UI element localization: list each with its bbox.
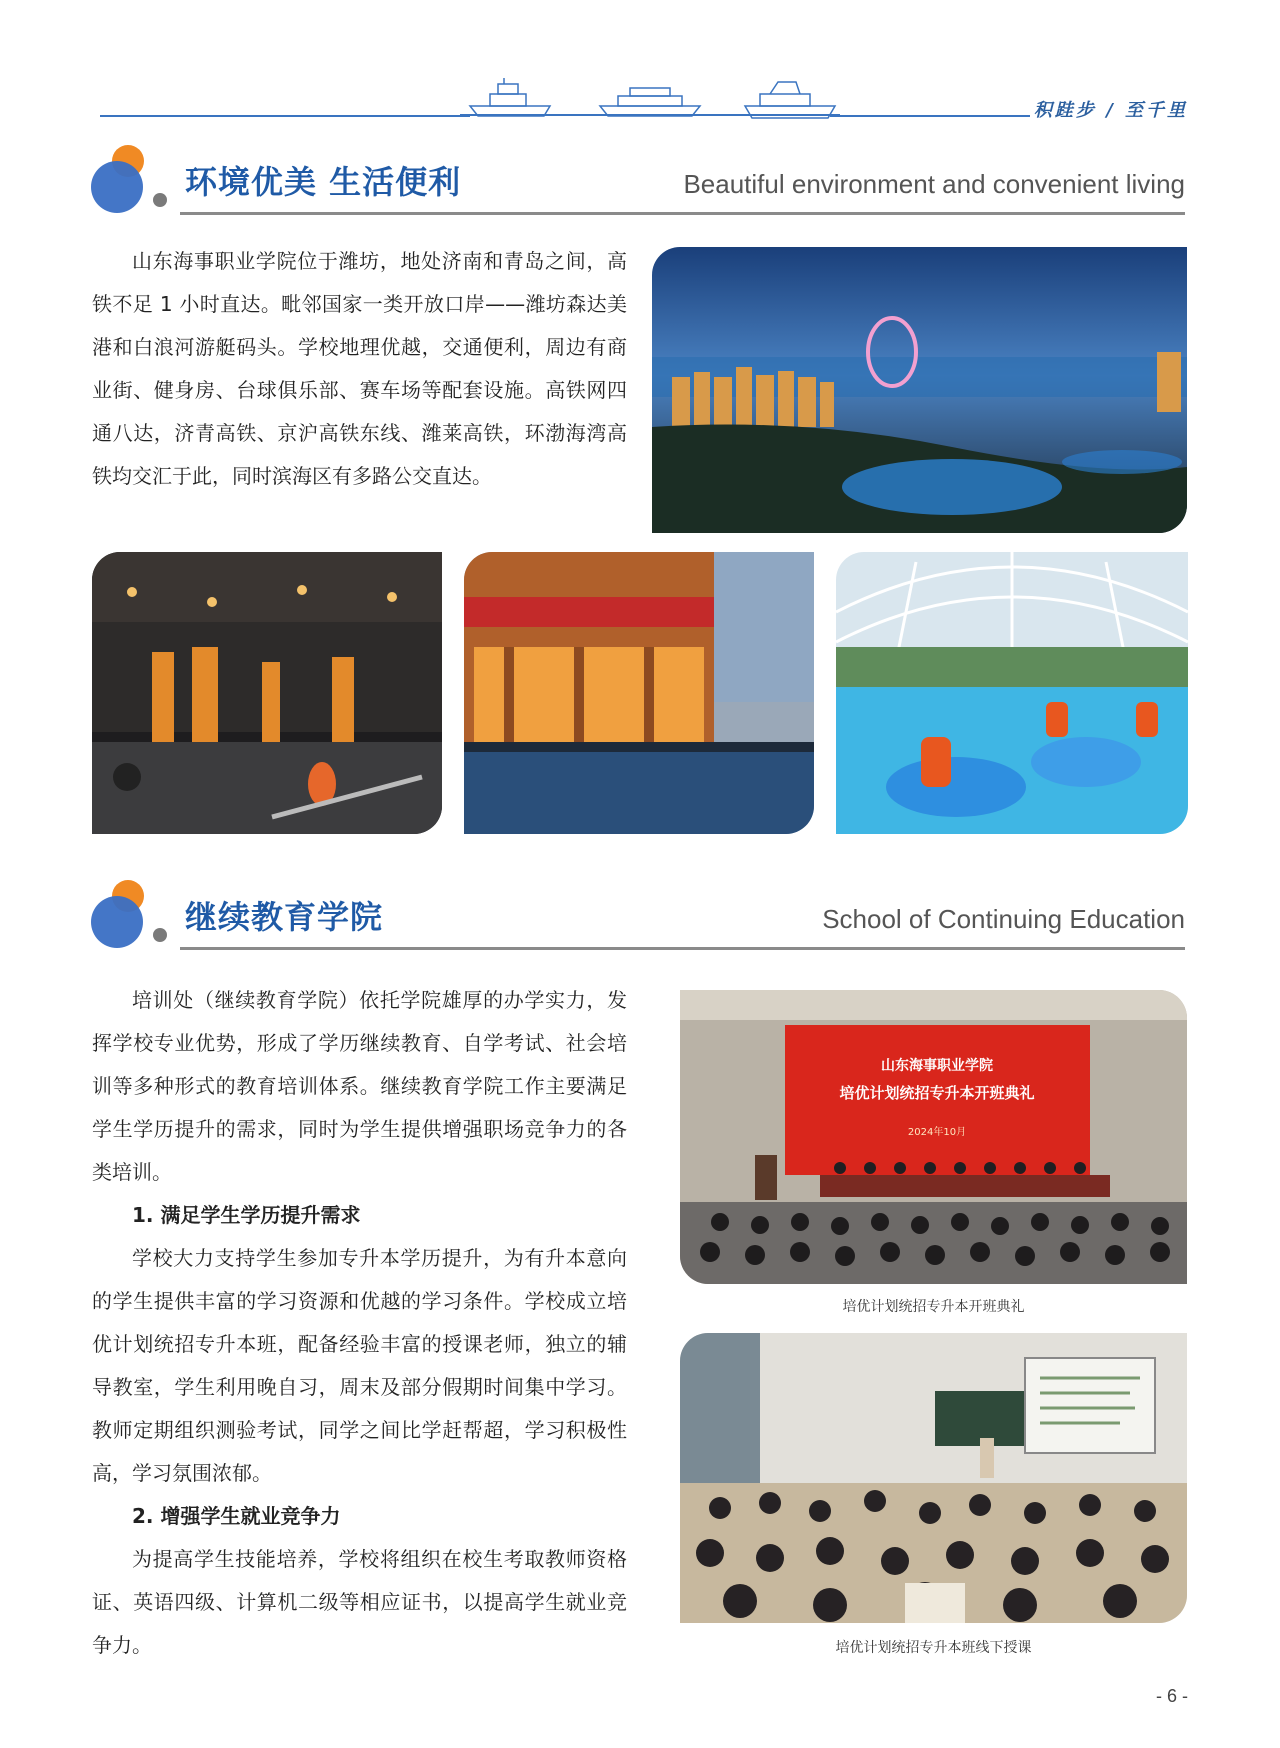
waterfront-building-photo — [464, 552, 814, 834]
screen-title-line2: 培优计划统招专升本开班典礼 — [839, 1084, 1035, 1102]
offline-class-photo — [680, 1333, 1187, 1623]
section-title-cn: 环境优美 生活便利 — [185, 163, 462, 201]
screen-date: 2024年10月 — [907, 1127, 967, 1138]
environment-text: 山东海事职业学院位于潍坊，地处济南和青岛之间，高铁不足 1 小时直达。毗邻国家一类开放口岸——潍坊森达美港和白浪河游艇码头。学校地理优越，交通便利，周边有商业街、健身房、台球俱乐部、赛车场等配套设施。高铁网四通八达，济青高铁、京沪高铁东线、潍莱高铁，环渤海湾高铁均交汇于此，同时滨海区有多路公交直达。 — [92, 249, 627, 488]
opening-ceremony-photo — [680, 990, 1187, 1284]
section-title-en: School of Continuing Education — [822, 904, 1185, 934]
screen-title-line1: 山东海事职业学院 — [881, 1058, 993, 1074]
section-header-continuing-education — [90, 880, 1185, 950]
section-title-en: Beautiful environment and convenient living — [683, 169, 1185, 199]
header-slogan: 积跬步 / 至千里 — [1033, 100, 1188, 121]
city-night-photo — [652, 247, 1187, 533]
gym-photo — [92, 552, 442, 834]
section-title-cn: 继续教育学院 — [185, 898, 384, 936]
ships-illustration-icon — [460, 76, 840, 120]
environment-paragraph — [92, 240, 627, 498]
indoor-waterpark-photo — [836, 552, 1188, 834]
degree-upgrade-paragraph: 学校大力支持学生参加专升本学历提升，为有升本意向的学生提供丰富的学习资源和优越的学习条件。学校成立培优计划统招专升本班，配备经验丰富的授课老师，独立的辅导教室，学生利用晚自习，周末及部分假期时间集中学习。教师定期组织测验考试，同学之间比学赶帮超，学习积极性高，学习氛围浓郁。 — [92, 1246, 627, 1485]
subheading-degree-upgrade: 1. 满足学生学历提升需求 — [132, 1203, 361, 1227]
subheading-employment: 2. 增强学生就业竞争力 — [132, 1504, 341, 1528]
caption-opening-ceremony: 培优计划统招专升本开班典礼 — [842, 1299, 1025, 1315]
section-rule — [180, 947, 1185, 950]
header-line-left — [100, 115, 470, 117]
employment-paragraph: 为提高学生技能培养，学校将组织在校生考取教师资格证、英语四级、计算机二级等相应证书，以提高学生就业竞争力。 — [92, 1547, 627, 1657]
page-number: - 6 - — [1155, 1686, 1188, 1706]
section-dots-icon — [90, 880, 180, 950]
header-line-right — [830, 115, 1030, 117]
section-rule — [180, 212, 1185, 215]
intro-paragraph: 培训处（继续教育学院）依托学院雄厚的办学实力，发挥学校专业优势，形成了学历继续教育、自学考试、社会培训等多种形式的教育培训体系。继续教育学院工作主要满足学生学历提升的需求，同时为学生提供增强职场竞争力的各类培训。 — [92, 988, 627, 1184]
section-dots-icon — [90, 145, 180, 215]
section-header-environment — [90, 145, 1185, 215]
continuing-education-text — [92, 979, 627, 1667]
caption-offline-class: 培优计划统招专升本班线下授课 — [835, 1640, 1032, 1656]
